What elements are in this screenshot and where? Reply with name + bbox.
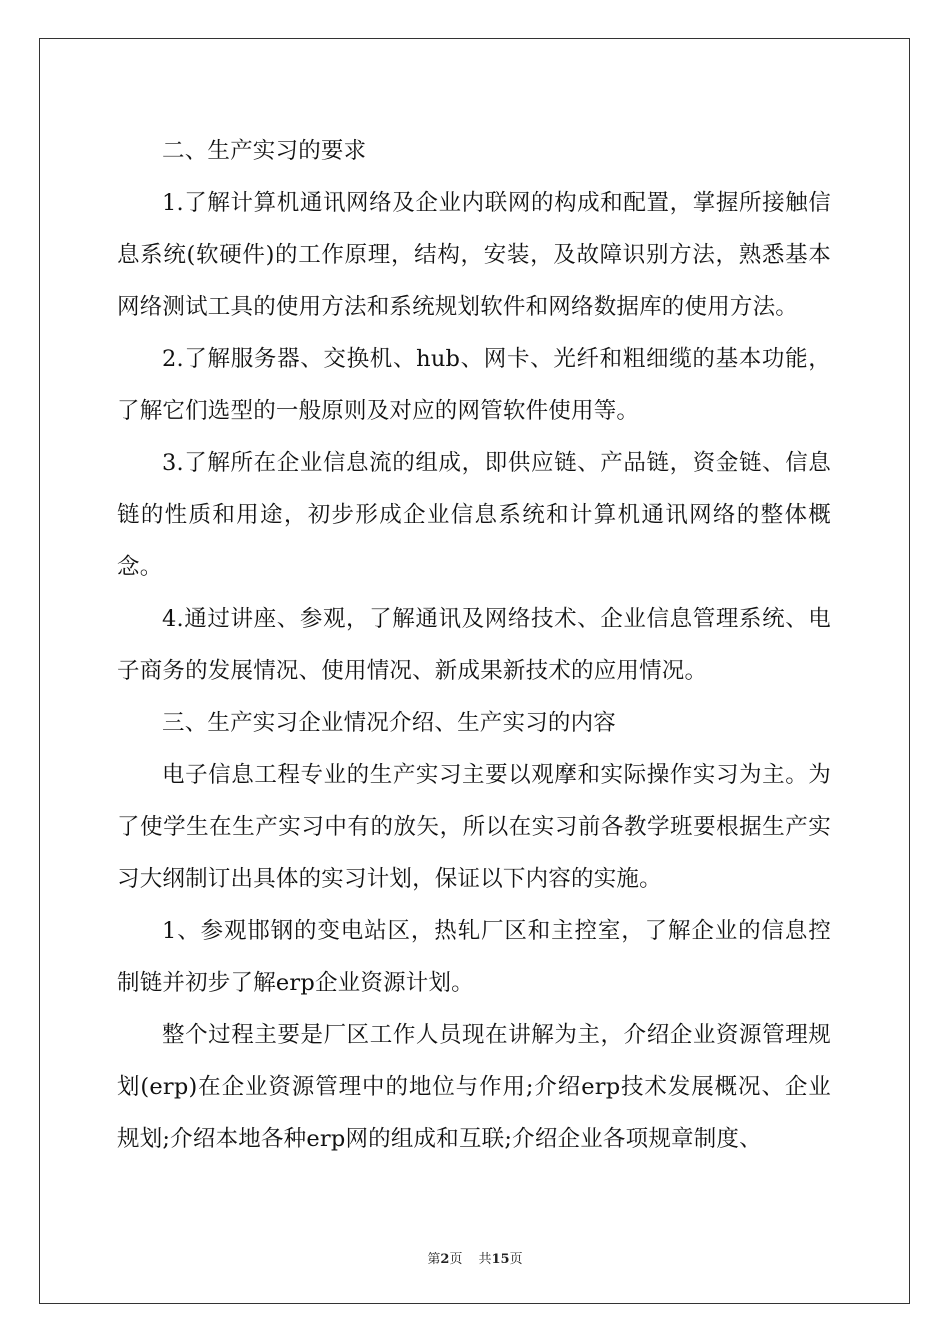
paragraph-item-1: 1、参观邯钢的变电站区，热轧厂区和主控室，了解企业的信息控制链并初步了解erp企业资源计划。	[117, 918, 831, 996]
paragraph-requirement-1: 1.了解计算机通讯网络及企业内联网的构成和配置，掌握所接触信息系统(软硬件)的工作原理，结构，安装，及故障识别方法，熟悉基本网络测试工具的使用方法和系统规划软件和网络数据库的使用方法。	[117, 190, 831, 320]
footer-page-prefix: 第	[427, 1252, 441, 1267]
document-body	[117, 125, 831, 1165]
paragraph-process: 整个过程主要是厂区工作人员现在讲解为主，介绍企业资源管理规划(erp)在企业资源管理中的地位与作用;介绍erp技术发展概况、企业规划;介绍本地各种erp网的组成和互联;介绍企业各项规章制度、	[117, 1022, 831, 1152]
footer-page-unit: 页	[449, 1252, 463, 1267]
footer-page-current: 2	[440, 1252, 450, 1267]
section-heading-content: 三、生产实习企业情况介绍、生产实习的内容	[162, 710, 617, 736]
page-footer	[0, 1248, 950, 1267]
section-heading-requirements: 二、生产实习的要求	[162, 138, 367, 164]
paragraph-requirement-3: 3.了解所在企业信息流的组成，即供应链、产品链，资金链、信息链的性质和用途，初步形成企业信息系统和计算机通讯网络的整体概念。	[117, 450, 831, 580]
footer-total-unit: 页	[509, 1252, 523, 1267]
footer-page-total: 15	[491, 1252, 510, 1267]
paragraph-requirement-2: 2.了解服务器、交换机、hub、网卡、光纤和粗细缆的基本功能，了解它们选型的一般原则及对应的网管软件使用等。	[117, 346, 831, 424]
paragraph-intro: 电子信息工程专业的生产实习主要以观摩和实际操作实习为主。为了使学生在生产实习中有的放矢，所以在实习前各教学班要根据生产实习大纲制订出具体的实习计划，保证以下内容的实施。	[117, 762, 831, 892]
paragraph-requirement-4: 4.通过讲座、参观，了解通讯及网络技术、企业信息管理系统、电子商务的发展情况、使用情况、新成果新技术的应用情况。	[117, 606, 831, 684]
footer-total-prefix: 共	[478, 1252, 492, 1267]
